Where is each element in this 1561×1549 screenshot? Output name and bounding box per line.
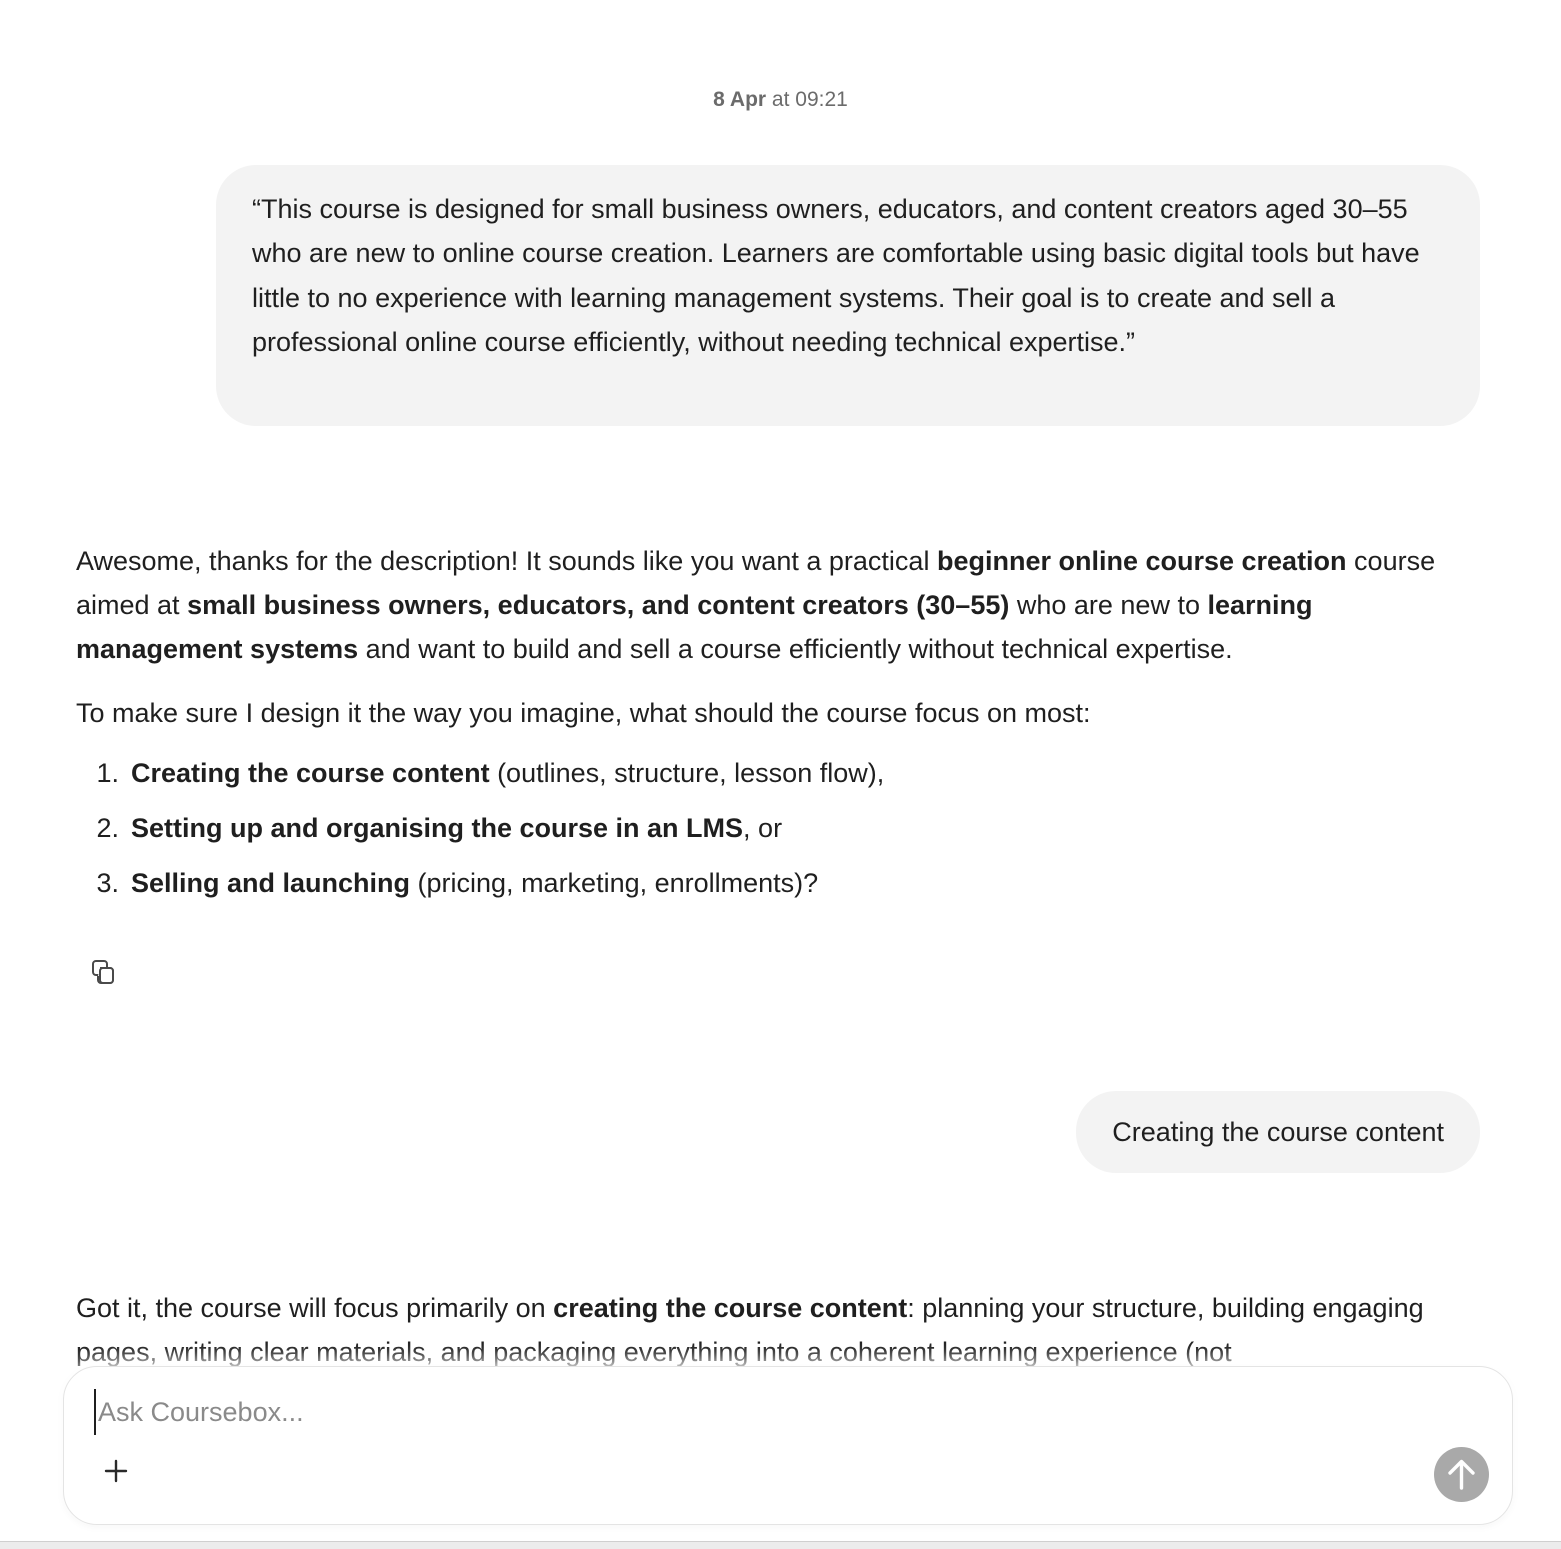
text-run: , or [743, 813, 783, 843]
attach-button[interactable] [98, 1453, 134, 1489]
text-run: Awesome, thanks for the description! It sounds like you want a practical [76, 546, 937, 576]
text-run: course aimed at [76, 546, 1436, 620]
bold-text-run: Selling and launching [131, 868, 411, 898]
assistant-paragraph [76, 539, 1486, 671]
list-number: 2. [96, 813, 119, 843]
list-number: 1. [96, 758, 119, 788]
copy-icon [90, 958, 118, 986]
list-item [76, 806, 1486, 861]
assistant-message [76, 1286, 1486, 1366]
user-message-text: “This course is designed for small business owners, educators, and content creators aged 30–55 who are new to online course creation. Learners are comfortable using basic digital tools but have little to no experience with learning management systems. Their goal is to create and sell a professional online course efficiently, without needing technical expertise.” [252, 194, 1420, 358]
text-run: and want to build and sell a course efficiently without technical expertise. [358, 634, 1233, 664]
text-run: Got it, the course will focus primarily on [76, 1293, 554, 1323]
bold-text-run: Creating the course content [131, 758, 490, 788]
send-button[interactable] [1434, 1447, 1489, 1502]
user-message-text: Creating the course content [1112, 1117, 1444, 1147]
timestamp-time: at 09:21 [766, 88, 848, 111]
bold-text-run: small business owners, educators, and content creators (30–55) [187, 590, 1010, 620]
list-item-text [131, 806, 782, 861]
message-composer [63, 1366, 1513, 1525]
list-item [76, 751, 1486, 806]
text-run: (pricing, marketing, enrollments)? [410, 868, 819, 898]
list-item [76, 861, 1486, 916]
arrow-up-icon [1434, 1447, 1489, 1502]
bold-text-run: learning management systems [76, 590, 1313, 664]
bold-text-run: Setting up and organising the course in an LMS [131, 813, 744, 843]
window-bottom-edge [0, 1541, 1561, 1549]
message-timestamp [0, 88, 1561, 112]
list-item-text [131, 861, 818, 916]
user-message-bubble [216, 165, 1480, 426]
plus-icon [98, 1453, 134, 1489]
assistant-paragraph [76, 1286, 1486, 1366]
assistant-message [76, 539, 1486, 916]
chat-input[interactable] [94, 1389, 1400, 1435]
bold-text-run: beginner online course creation [936, 546, 1347, 576]
timestamp-date: 8 Apr [713, 88, 767, 111]
assistant-question: To make sure I design it the way you imagine, what should the course focus on most: [76, 698, 1091, 728]
list-item-text [131, 751, 884, 806]
bold-text-run: creating the course content [553, 1293, 908, 1323]
text-run: : planning your structure, building engaging pages, writing clear materials, and packaging everything into a coherent learning experience (not [76, 1293, 1424, 1366]
options-list [76, 751, 1486, 916]
copy-message-button[interactable] [90, 958, 118, 986]
text-run: (outlines, structure, lesson flow), [489, 758, 885, 788]
user-message-bubble [1076, 1091, 1480, 1173]
text-run: who are new to [1009, 590, 1208, 620]
list-number: 3. [96, 868, 119, 898]
